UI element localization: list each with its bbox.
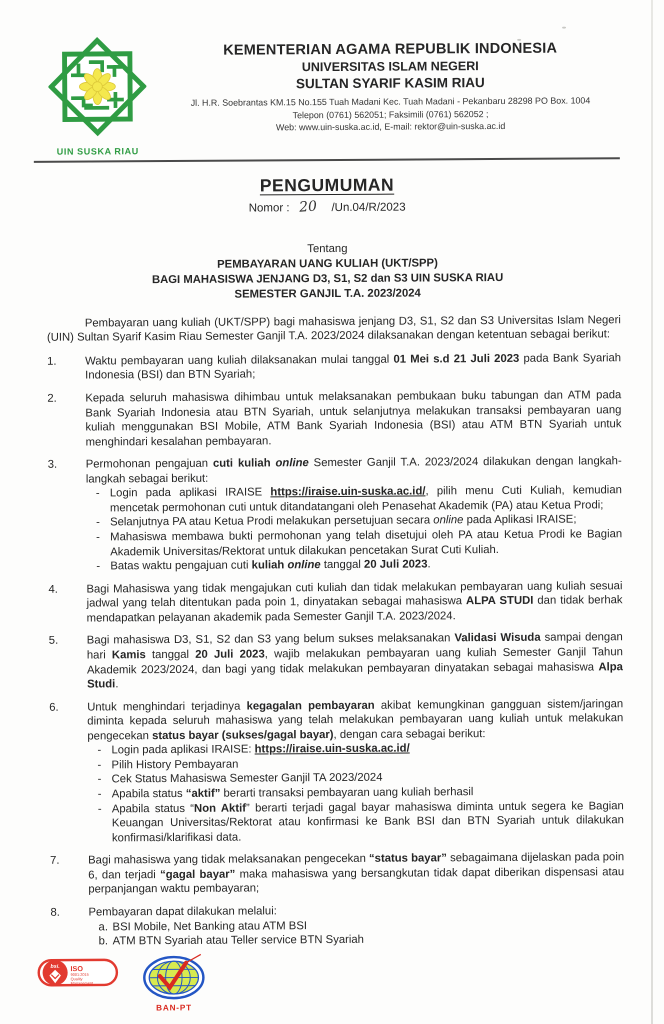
text-segment: Login pada aplikasi IRAISE: — [111, 743, 255, 757]
item-text — [87, 697, 623, 744]
iso-management-text: Management — [70, 981, 94, 986]
item-text — [87, 631, 623, 693]
text-segment: tanggal — [320, 558, 365, 572]
text-segment: pada Bank Syariah Indonesia (BSI) dan BTN Syariah; — [85, 352, 622, 382]
subject-line-2: BAGI MAHASISWA JENJANG D3, S1, S2 dan S3 UIN SUSKA RIAU — [151, 271, 504, 287]
text-segment: Bagi mahasiswa D3, S1, S2 dan S3 yang belum sukses melaksanakan — [86, 632, 455, 647]
sub-item-marker: - — [97, 788, 102, 801]
text-segment: Untuk menghindari terjadinya — [87, 700, 247, 714]
list-item — [50, 851, 624, 898]
announcement-body — [35, 313, 625, 950]
text-segment: online — [275, 457, 309, 470]
subject-lines — [34, 255, 620, 303]
text-segment: kuliah — [251, 559, 288, 572]
text-segment: Bagi mahasiswa yang tidak melaksanakan pengecekan — [88, 853, 370, 867]
text-segment: Semester Ganjil T.A. 2023/2024 dilakukan dengan langkah-langkah sebagai berikut: — [85, 455, 622, 486]
text-segment: , dengan cara sebagai berikut: — [333, 727, 486, 741]
iso-9001-badge-icon — [37, 953, 119, 992]
scan-edge-artifact — [651, 0, 653, 1024]
ban-pt-label: BAN-PT — [156, 1003, 192, 1013]
document-number-line — [34, 197, 620, 217]
text-segment: , pilih menu Cuti Kuliah, kemudian mencetak permohonan cuti untuk ditandatangani oleh Penasehat Akademik (PA) atau Ketua Prodi; — [109, 484, 622, 515]
sub-item-marker: - — [96, 516, 100, 529]
item-content — [85, 351, 621, 383]
text-segment: akibat kemungkinan gangguan sistem/jaringan diminta kepada seluruh mahasiswa yang telah melakukan pembayaran uang kuliah untuk melakukan pengecekan — [87, 697, 624, 743]
item-number: 6. — [49, 701, 59, 714]
text-segment: Apabila status — [111, 787, 186, 801]
item-text — [85, 351, 621, 383]
sub-item-marker: - — [96, 531, 100, 544]
sub-item-marker: a. — [98, 920, 108, 933]
sub-item-text — [110, 527, 622, 559]
intro-paragraph: Pembayaran uang kuliah (UKT/SPP) bagi mahasiswa jenjang D3, S1, S2 dan S3 Universitas Islam Negeri (UIN) Sultan Syarif Kasim Riau Semester Ganjil T.A. 2023/2024 dilaksanakan dengan ketentuan sebagai berikut: — [46, 313, 621, 345]
text-segment: tanggal — [145, 648, 196, 662]
text-segment: Kamis — [111, 649, 146, 662]
list-item — [47, 351, 621, 384]
sub-item-text — [112, 799, 624, 846]
sub-item-marker: - — [97, 803, 102, 816]
bsi-brand-text: bsi. — [50, 963, 60, 970]
handwritten-number: 20 — [299, 198, 318, 216]
item-number: 3. — [47, 458, 58, 471]
item-content — [85, 388, 621, 450]
item-text — [86, 454, 622, 486]
text-segment: kegagalan pembayaran — [246, 699, 375, 713]
item-text — [85, 388, 621, 450]
text-segment: BSI Mobile, Net Banking atau ATM BSI — [112, 919, 308, 933]
text-segment: . — [115, 678, 119, 691]
address-line-3: Web: www.uin-suska.ac.id, E-mail: rektor@uin-suska.ac.id — [275, 121, 506, 133]
text-segment: “aktif” — [185, 787, 221, 800]
text-segment: sebagaimana dijelaskan pada poin 6, dan terjadi — [88, 851, 625, 882]
sub-item-text — [110, 556, 622, 574]
announcement-items — [47, 351, 625, 949]
iraise-url-link: https://iraise.uin-suska.ac.id/ — [270, 485, 426, 499]
sub-item-text — [113, 931, 625, 949]
text-segment: 20 Juli 2023 — [364, 558, 428, 571]
list-item — [48, 454, 623, 574]
text-segment: Mahasiswa membawa bukti permohonan yang telah disetujui oleh PA atau Ketua Prodi ke Bagian Akademik Universitas/Rektorat untuk dilakukan pencetakan Surat Cuti Kuliah. — [110, 528, 623, 558]
ban-pt-logo-icon — [137, 953, 211, 1017]
iso-quality-text: Quality — [70, 977, 83, 982]
text-segment: berarti transaksi pembayaran uang kuliah berhasil — [220, 786, 474, 800]
text-segment: Alpa Studi — [87, 660, 623, 691]
text-segment: sampai dengan hari — [86, 631, 623, 662]
accreditation-logos — [37, 953, 211, 1018]
item-content — [87, 697, 624, 846]
text-segment: “gagal bayar” — [160, 868, 236, 881]
iso-standard-text: 9001:2015 — [70, 972, 89, 977]
item-number: 7. — [50, 854, 60, 868]
list-item — [50, 902, 624, 949]
text-segment: dan tidak berhak mendapatkan pelayanan akademik pada Semester Ganjil T.A. 2023/2024. — [86, 594, 623, 625]
list-item — [49, 697, 624, 846]
campus-name: SULTAN SYARIF KASIM RIAU — [295, 75, 485, 92]
text-segment: Cek Status Mahasiswa Semester Ganjil TA 2023/2024 — [111, 772, 383, 786]
scan-speck — [562, 27, 566, 29]
item-content — [86, 454, 623, 574]
sub-list-item — [98, 799, 624, 846]
sub-item-marker: b. — [98, 935, 109, 948]
letterhead-text — [161, 28, 620, 135]
subject-line-1: PEMBAYARAN UANG KULIAH (UKT/SPP) — [217, 257, 438, 271]
item-number: 4. — [48, 583, 58, 596]
text-segment: Validasi Wisuda — [454, 632, 541, 645]
text-segment: pada Aplikasi IRAISE; — [463, 513, 577, 527]
item-content — [86, 579, 622, 626]
about-label: Tentang — [307, 242, 348, 256]
university-name: UNIVERSITAS ISLAM NEGERI — [301, 59, 479, 75]
sub-list-item — [99, 931, 625, 949]
iraise-url-link: https://iraise.uin-suska.ac.id/ — [254, 742, 410, 756]
subject-line-3: SEMESTER GANJIL T.A. 2023/2024 — [234, 287, 421, 301]
item-number: 2. — [47, 392, 57, 405]
text-segment: status bayar (sukses/gagal bayar) — [152, 728, 334, 742]
sub-item-text — [110, 484, 622, 516]
text-segment: Kepada seluruh mahasiswa dihimbau untuk melaksanakan pembukaan buku tabungan dan ATM pada Bank Syariah Indonesia atau BTN Syariah, untuk selanjutnya melakukan transaksi pembayaran uang kuliah menggunakan BSI Mobile, ATM Bank Syariah Indonesia (BSI) atau ATM BTN Syariah untuk menghindari kesalahan pembayaran. — [85, 389, 622, 449]
text-segment: Permohonan pengajuan — [85, 457, 214, 471]
text-segment: Apabila status “ — [111, 802, 195, 815]
iso-title-text: ISO — [70, 964, 84, 974]
address-line-2: Telepon (0761) 562051; Faksimili (0761) 562052 ; — [292, 108, 489, 120]
title-block — [34, 173, 621, 303]
document-title: PENGUMUMAN — [259, 174, 395, 196]
item-number: 5. — [48, 635, 59, 648]
letterhead — [33, 28, 620, 157]
list-item — [49, 631, 623, 693]
number-label: Nomor : — [248, 202, 290, 215]
item-content — [87, 631, 623, 693]
text-segment: 01 Mei s.d 21 Juli 2023 — [393, 352, 520, 366]
list-item — [47, 388, 621, 450]
sub-item-marker: - — [95, 487, 100, 500]
text-segment: Batas waktu pengajuan cuti — [110, 559, 252, 573]
text-segment: Login pada aplikasi IRAISE — [109, 486, 271, 500]
text-segment: online — [433, 514, 464, 527]
item-text — [88, 851, 624, 898]
text-segment: . — [427, 558, 431, 571]
ministry-name: KEMENTERIAN AGAMA REPUBLIK INDONESIA — [223, 40, 558, 59]
item-text — [86, 579, 622, 626]
sub-item-marker: - — [97, 744, 102, 757]
text-segment: Selanjutnya PA atau Ketua Prodi melakukan persetujuan secara — [110, 514, 434, 529]
number-suffix: /Un.04/R/2023 — [331, 201, 406, 214]
scan-speck — [517, 39, 521, 41]
item-number: 8. — [50, 906, 60, 919]
text-segment: 20 Juli 2023 — [195, 648, 265, 661]
text-segment: Pembayaran dapat dilakukan melalui: — [88, 905, 277, 919]
text-segment: Bagi Mahasiswa yang tidak mengajukan cuti kuliah dan tidak melakukan pembayaran uang kuliah sesuai jadwal yang telah ditentukan pada poin 1, dinyatakan sebagai mahasiswa — [86, 579, 623, 610]
uin-star-logo-icon — [48, 35, 147, 140]
text-segment: ” berarti terjadi gagal bayar mahasiswa diminta untuk segera ke Bagian Keuangan Universitas/Rektorat atau konfirmasi ke Bank BSI dan BTN Syariah untuk dilakukan konfirmasi/klarifikasi data. — [111, 799, 624, 845]
item-content — [88, 902, 624, 949]
text-segment: Non Aktif — [193, 802, 247, 815]
university-logo — [33, 31, 162, 157]
text-segment: , wajib melakukan pembayaran uang kuliah Semester Ganjil Tahun Akademik 2023/2024, dan bagi yang tidak melakukan pembayaran dinyatakan sebagai mahasiswa — [86, 646, 623, 677]
text-segment: cuti kuliah — [212, 457, 276, 470]
text-segment: Pilih History Pembayaran — [111, 758, 239, 772]
logo-caption: UIN SUSKA RIAU — [56, 146, 139, 157]
header-divider — [34, 157, 620, 163]
item-content — [88, 851, 624, 898]
text-segment: online — [287, 559, 321, 572]
text-segment: “status bayar” — [368, 852, 447, 866]
sub-item-marker: - — [97, 773, 102, 786]
item-number: 1. — [47, 355, 57, 368]
text-segment: maka mahasiswa yang bersangkutan tidak dapat diberikan dispensasi atau perpanjangan waktu pembayaran; — [88, 866, 625, 896]
text-segment: ATM BTN Syariah atau Teller service BTN Syariah — [112, 933, 364, 948]
list-item — [48, 579, 622, 626]
sub-item-marker: - — [96, 560, 101, 573]
sub-list-item — [96, 556, 622, 574]
sub-list-item — [96, 527, 622, 559]
sub-item-marker: - — [97, 759, 102, 772]
text-segment: Waktu pembayaran uang kuliah dilaksanakan mulai tanggal — [85, 353, 394, 368]
sub-list-item — [96, 484, 622, 516]
address-line-1: Jl. H.R. Soebrantas KM.15 No.155 Tuah Madani Kec. Tuah Madani - Pekanbaru 28298 PO Box. 1004 — [190, 95, 591, 108]
text-segment: ALPA STUDI — [465, 595, 534, 608]
